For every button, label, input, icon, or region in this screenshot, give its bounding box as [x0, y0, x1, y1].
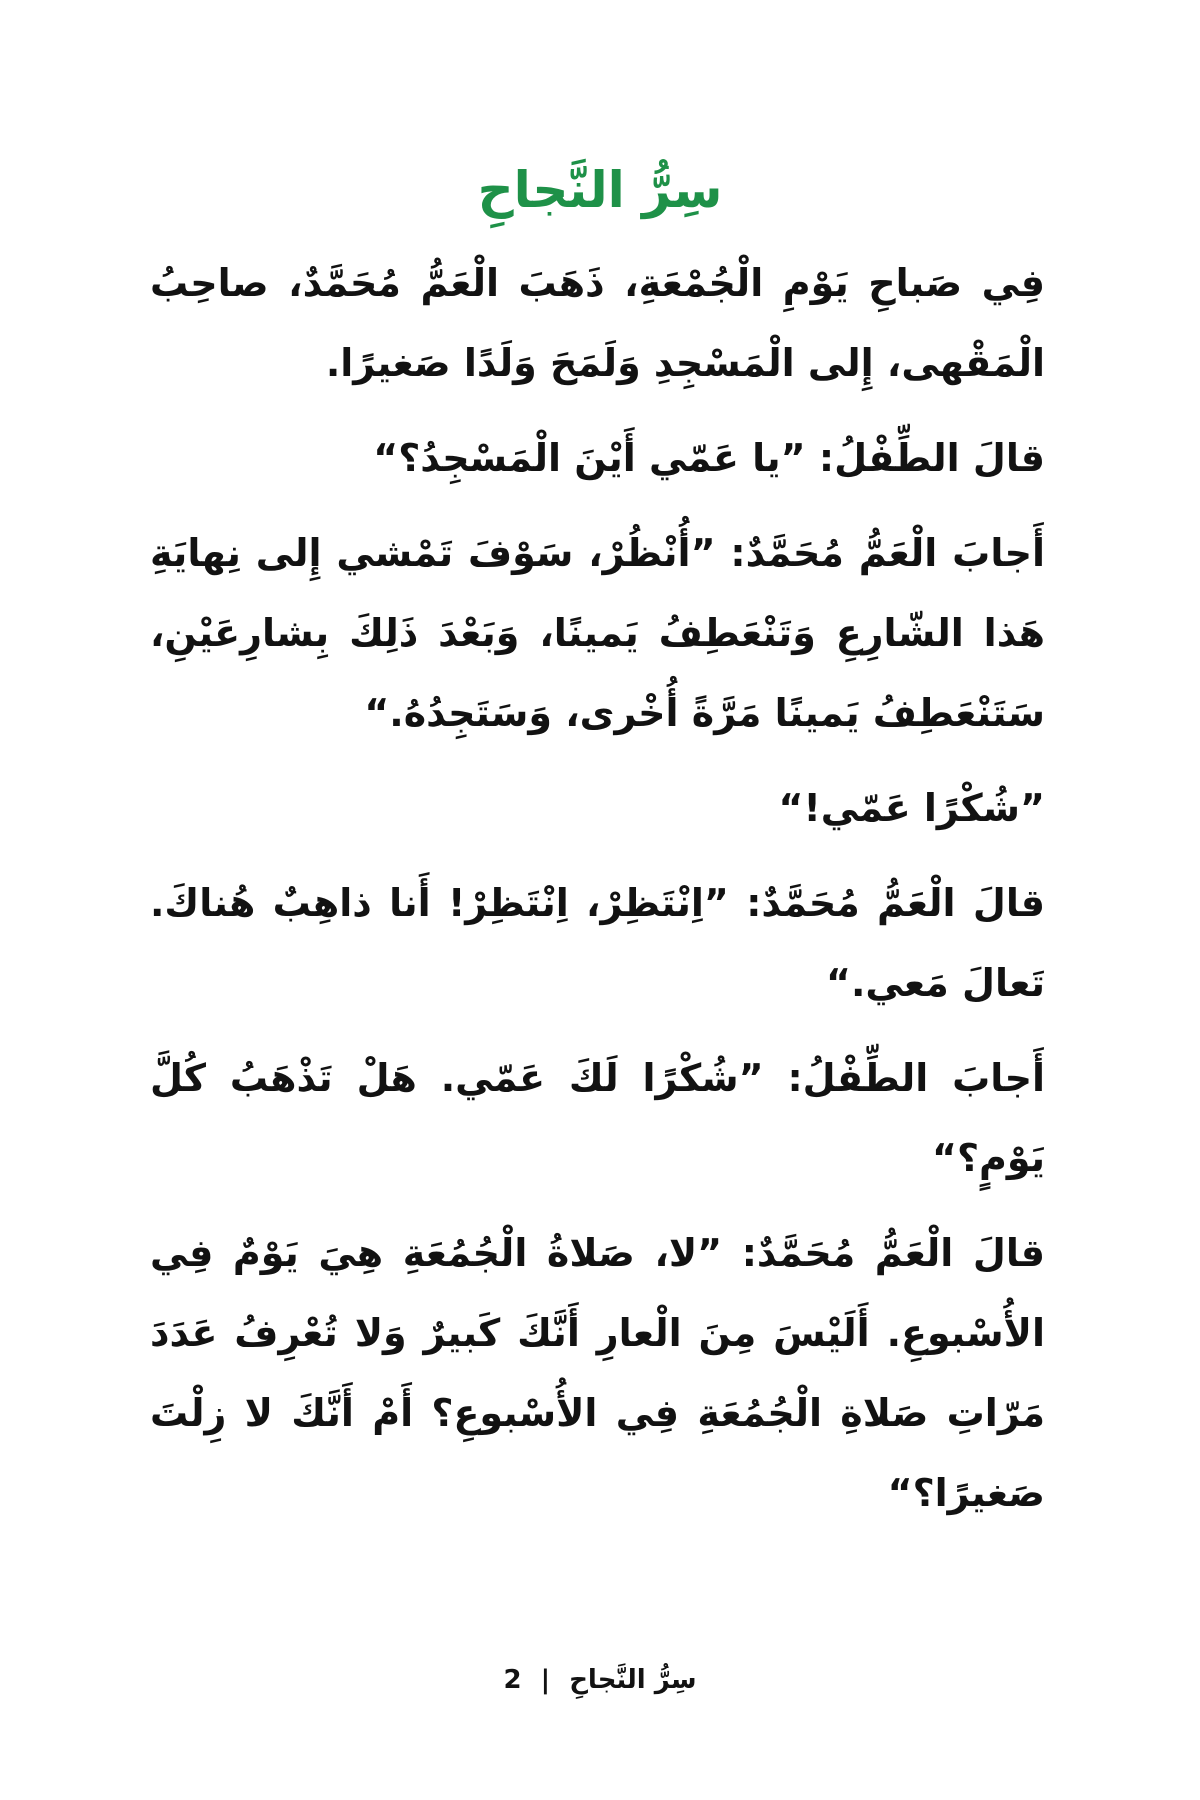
paragraph-child-asks-daily: أَجابَ الطِّفْلُ: ”شُكْرًا لَكَ عَمّي. هَلْ تَذْهَبُ كُلَّ يَوْمٍ؟“ — [150, 1056, 1045, 1180]
story-body — [150, 243, 1045, 1548]
page-number: 2 — [503, 1665, 522, 1695]
footer-book-title: سِرُّ النَّجاحِ — [569, 1665, 697, 1695]
page-footer — [0, 1658, 1200, 1702]
footer-separator: | — [540, 1665, 551, 1695]
paragraph-uncle-explains-friday: قالَ الْعَمُّ مُحَمَّدٌ: ”لا، صَلاةُ الْجُمُعَةِ هِيَ يَوْمٌ فِي الأُسْبوعِ. أَلَيْسَ مِنَ الْعارِ أَنَّكَ كَبيرٌ وَلا تُعْرِفُ عَدَدَ مَرّاتِ صَلاةِ الْجُمُعَةِ فِي الأُسْبوعِ؟ أَمْ أَنَّكَ لا زِلْتَ صَغيرًا؟“ — [150, 1231, 1045, 1515]
paragraph-child-thanks: ”شُكْرًا عَمّي!“ — [778, 786, 1045, 830]
paragraph-uncle-invitation: قالَ الْعَمُّ مُحَمَّدٌ: ”اِنْتَظِرْ، اِنْتَظِرْ! أَنا ذاهِبٌ هُناكَ. تَعالَ مَعي.“ — [150, 881, 1045, 1005]
story-title: سِرُّ النَّجاحِ — [477, 161, 723, 219]
paragraph-uncle-directions: أَجابَ الْعَمُّ مُحَمَّدٌ: ”أُنْظُرْ، سَوْفَ تَمْشي إِلى نِهايَةِ هَذا الشّارِعِ وَتَنْعَطِفُ يَمينًا، وَبَعْدَ ذَلِكَ بِشارِعَيْنِ، سَتَنْعَطِفُ يَمينًا مَرَّةً أُخْرى، وَسَتَجِدُهُ.“ — [150, 531, 1045, 735]
paragraph-narration-opening: فِي صَباحِ يَوْمِ الْجُمْعَةِ، ذَهَبَ الْعَمُّ مُحَمَّدٌ، صاحِبُ الْمَقْهى، إِلى الْمَسْجِدِ وَلَمَحَ وَلَدًا صَغيرًا. — [150, 261, 1045, 385]
paragraph-child-question: قالَ الطِّفْلُ: ”يا عَمّي أَيْنَ الْمَسْجِدُ؟“ — [373, 436, 1045, 480]
